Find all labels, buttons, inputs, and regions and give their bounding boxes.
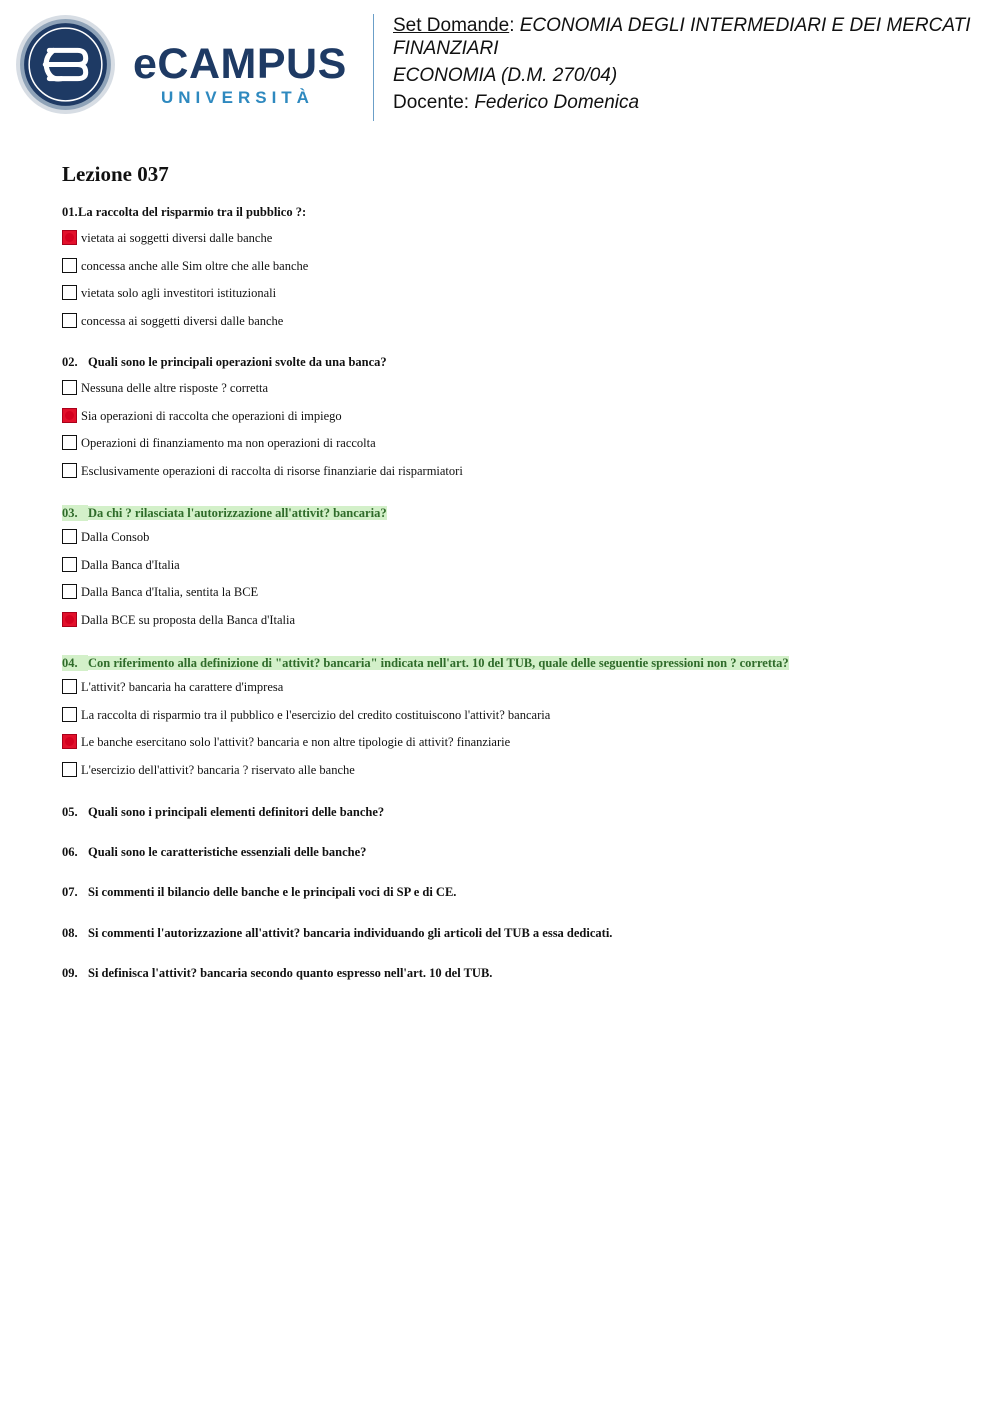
checkbox[interactable]	[62, 707, 77, 722]
checkbox[interactable]	[62, 762, 77, 777]
answer-label: Dalla Banca d'Italia	[81, 557, 180, 572]
question-4	[62, 655, 789, 671]
question-text: Quali sono i principali elementi definitori delle banche?	[88, 805, 385, 819]
checkbox[interactable]	[62, 285, 77, 300]
teacher-name: Federico Domenica	[474, 92, 640, 113]
checkbox-checked[interactable]	[62, 612, 77, 627]
question-2	[62, 354, 387, 370]
ecampus-seal-logo	[15, 14, 116, 115]
question-9	[62, 965, 492, 981]
question-text: Si commenti l'autorizzazione all'attivit? bancaria individuando gli articoli del TUB a essa dedicati.	[88, 926, 613, 940]
answer-label: vietata solo agli investitori istituzionali	[81, 286, 277, 301]
answer-label: vietata ai soggetti diversi dalle banche	[81, 231, 273, 245]
answer-label: Dalla Banca d'Italia, sentita la BCE	[81, 585, 259, 600]
answer-label: Operazioni di finanziamento ma non operazioni di raccolta	[81, 436, 376, 451]
course-info	[393, 14, 993, 114]
answer-label: L'esercizio dell'attivit? bancaria ? riservato alle banche	[81, 763, 355, 778]
checkbox[interactable]	[62, 313, 77, 328]
checkbox[interactable]	[62, 380, 77, 395]
checkbox[interactable]	[62, 463, 77, 478]
answer-label: concessa ai soggetti diversi dalle banche	[81, 314, 284, 329]
question-number: 05.	[62, 805, 78, 819]
question-text: Quali sono le principali operazioni svolte da una banca?	[88, 355, 387, 369]
question-number: 04.	[62, 655, 88, 671]
brand-subtitle: UNIVERSITÀ	[161, 88, 314, 107]
answer-label: Dalla BCE su proposta della Banca d'Italia	[81, 613, 295, 628]
answer-label: L'attivit? bancaria ha carattere d'impresa	[81, 680, 284, 694]
answer-label: Dalla Consob	[81, 530, 150, 544]
answer-label: Sia operazioni di raccolta che operazioni di impiego	[81, 408, 342, 423]
checkbox[interactable]	[62, 529, 77, 544]
checkbox[interactable]	[62, 258, 77, 273]
answer-label: Esclusivamente operazioni di raccolta di risorse finanziarie dai risparmiatori	[81, 464, 463, 479]
ecampus-wordmark	[133, 42, 355, 112]
question-text: Si definisca l'attivit? bancaria secondo quanto espresso nell'art. 10 del TUB.	[88, 966, 493, 980]
course-title-continued: FINANZIARI	[393, 38, 499, 59]
answer-label: Nessuna delle altre risposte ? corretta	[81, 381, 269, 395]
checkbox-checked[interactable]	[62, 734, 77, 749]
course-title: ECONOMIA DEGLI INTERMEDIARI E DEI MERCATI	[519, 15, 971, 36]
question-8	[62, 925, 612, 941]
set-label: Set Domande	[393, 15, 510, 36]
question-number: 02.	[62, 355, 78, 369]
question-text: Con riferimento alla definizione di "attivit? bancaria" indicata nell'art. 10 del TUB, quale delle seguentie spressioni non ? corretta?	[88, 656, 789, 670]
question-number: 07.	[62, 885, 78, 899]
question-number: 03.	[62, 505, 88, 521]
question-number: 06.	[62, 845, 78, 859]
question-6	[62, 844, 366, 860]
answer-label: concessa anche alle Sim oltre che alle banche	[81, 258, 309, 273]
header-divider	[373, 14, 374, 121]
question-text: Da chi ? rilasciata l'autorizzazione all'attivit? bancaria?	[88, 506, 387, 520]
question-number: 08.	[62, 926, 78, 940]
question-text: La raccolta del risparmio tra il pubblico ?:	[78, 205, 307, 219]
answer-label: Le banche esercitano solo l'attivit? bancaria e non altre tipologie di attivit? finanziarie	[81, 735, 511, 750]
page-header	[0, 0, 1000, 130]
question-3	[62, 505, 387, 521]
checkbox[interactable]	[62, 435, 77, 450]
question-7	[62, 884, 456, 900]
answer-label: La raccolta di risparmio tra il pubblico e l'esercizio del credito costituiscono l'attivit? bancaria	[81, 707, 551, 722]
teacher-row	[393, 91, 993, 114]
question-number: 09.	[62, 966, 78, 980]
question-1	[62, 204, 306, 220]
checkbox-checked[interactable]	[62, 408, 77, 423]
set-separator: :	[509, 15, 515, 36]
question-5	[62, 804, 384, 820]
question-text: Quali sono le caratteristiche essenziali delle banche?	[88, 845, 367, 859]
checkbox-checked[interactable]	[62, 230, 77, 245]
checkbox[interactable]	[62, 584, 77, 599]
teacher-label: Docente:	[393, 92, 470, 113]
checkbox[interactable]	[62, 679, 77, 694]
brand-name: eCAMPUS	[133, 40, 347, 88]
question-text: Si commenti il bilancio delle banche e le principali voci di SP e di CE.	[88, 885, 457, 899]
course-title-row	[393, 14, 993, 60]
question-number: 01.	[62, 205, 78, 219]
degree-program: ECONOMIA (D.M. 270/04)	[393, 65, 618, 86]
lesson-title: Lezione 037	[62, 162, 169, 186]
checkbox[interactable]	[62, 557, 77, 572]
